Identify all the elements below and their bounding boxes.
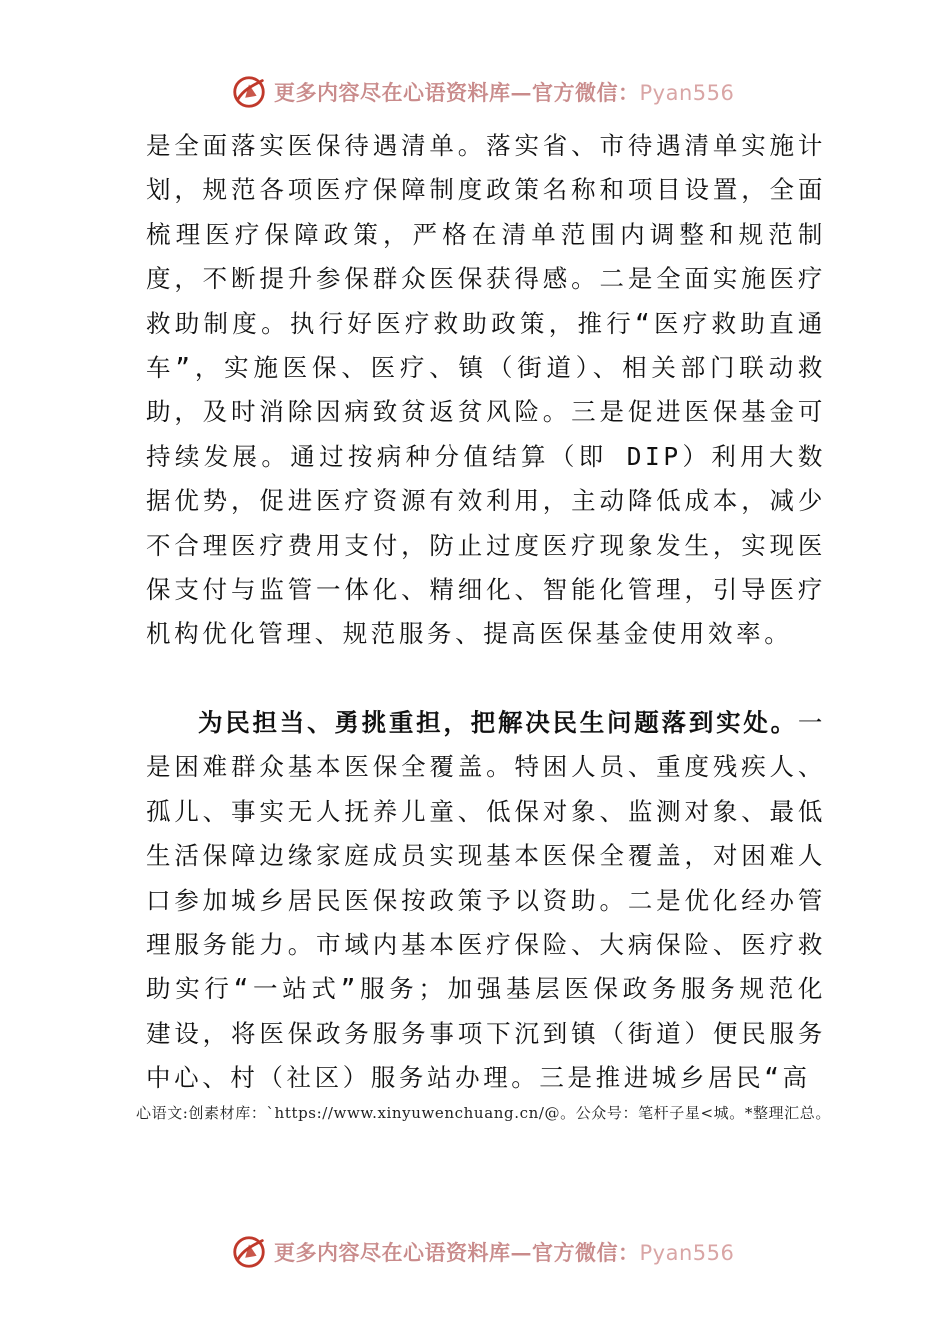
paragraph-2-heading: 为民担当、勇挑重担，把解决民生问题落到实处。 — [198, 707, 798, 737]
document-body — [146, 124, 826, 1101]
paragraph-2 — [146, 701, 826, 1101]
footnote: 心语文:创素材库：`https://www.xinyuwenchuang.cn/@。公众号：笔杆子星<城。*整理汇总。 — [136, 1104, 831, 1122]
wechat-id: Pyan556 — [639, 81, 735, 105]
footer-banner — [230, 1232, 750, 1272]
brand-logo-icon — [230, 73, 268, 111]
brand-logo-icon — [230, 1233, 268, 1271]
banner-title: 更多内容尽在心语资料库—官方微信：Pyan556 — [274, 80, 735, 105]
paragraph-2-body: 一是困难群众基本医保全覆盖。特困人员、重度残疾人、孤儿、事实无人抚养儿童、低保对象、监测对象、最低生活保障边缘家庭成员实现基本医保全覆盖，对困难人口参加城乡居民医保按政策予以资助。二是优化经办管理服务能力。市域内基本医疗保险、大病保险、医疗救助实行“一站式”服务；加强基层医保政务服务规范化建设，将医保政务服务事项下沉到镇（街道）便民服务中心、村（社区）服务站办理。三是推进城乡居民“高 — [146, 707, 826, 1093]
paragraph-1: 是全面落实医保待遇清单。落实省、市待遇清单实施计划，规范各项医疗保障制度政策名称和项目设置，全面梳理医疗保障政策，严格在清单范围内调整和规范制度，不断提升参保群众医保获得感。二是全面实施医疗救助制度。执行好医疗救助政策，推行“医疗救助直通车”，实施医保、医疗、镇（街道）、相关部门联动救助，及时消除因病致贫返贫风险。三是促进医保基金可持续发展。通过按病种分值结算（即 DIP）利用大数据优势，促进医疗资源有效利用，主动降低成本，减少不合理医疗费用支付，防止过度医疗现象发生，实现医保支付与监管一体化、精细化、智能化管理，引导医疗机构优化管理、规范服务、提高医保基金使用效率。 — [146, 131, 826, 649]
wechat-id: Pyan556 — [639, 1241, 735, 1265]
header-banner — [230, 72, 750, 112]
banner-title: 更多内容尽在心语资料库—官方微信：Pyan556 — [274, 1240, 735, 1265]
